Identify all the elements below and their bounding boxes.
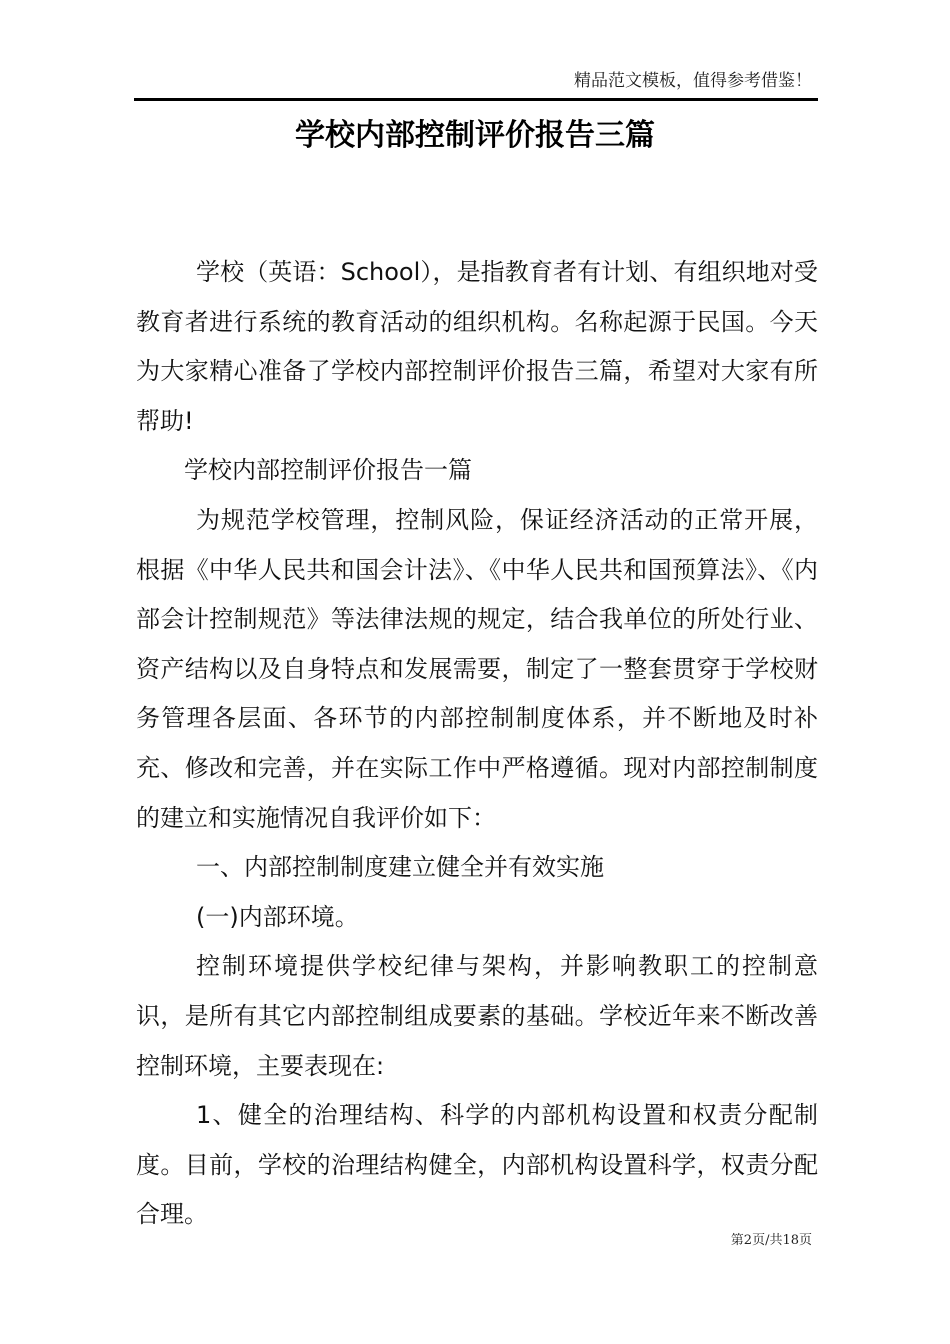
body-paragraph: 为规范学校管理，控制风险，保证经济活动的正常开展，根据《中华人民共和国会计法》、《中华人民共和国预算法》、《内部会计控制规范》等法律法规的规定，结合我单位的所处行业、资产结构以及自身特点和发展需要，制定了一整套贯穿于学校财务管理各层面、各环节的内部控制制度体系，并不断地及时补充、修改和完善，并在实际工作中严格遵循。现对内部控制制度的建立和实施情况自我评价如下： — [136, 505, 818, 832]
document-title: 学校内部控制评价报告三篇 — [295, 118, 655, 153]
section-heading-level-2: (一)内部环境。 — [196, 902, 359, 931]
section-heading: 学校内部控制评价报告一篇 — [184, 456, 472, 485]
section-heading-level-1: 一、内部控制制度建立健全并有效实施 — [196, 853, 604, 882]
body-paragraph: 控制环境提供学校纪律与架构，并影响教职工的控制意识，是所有其它内部控制组成要素的基础。学校近年来不断改善控制环境，主要表现在: — [136, 952, 818, 1080]
intro-paragraph: 学校（英语：School），是指教育者有计划、有组织地对受教育者进行系统的教育活动的组织机构。名称起源于民国。今天为大家精心准备了学校内部控制评价报告三篇，希望对大家有所帮助! — [136, 258, 818, 435]
document-body — [136, 248, 818, 1240]
header-note: 精品范文模板，值得参考借鉴！ — [574, 71, 812, 91]
body-paragraph: 1、健全的治理结构、科学的内部机构设置和权责分配制度。目前，学校的治理结构健全，内部机构设置科学，权责分配合理。 — [136, 1101, 818, 1229]
header-divider — [134, 98, 818, 101]
page-number: 第2页/共18页 — [730, 1233, 812, 1248]
